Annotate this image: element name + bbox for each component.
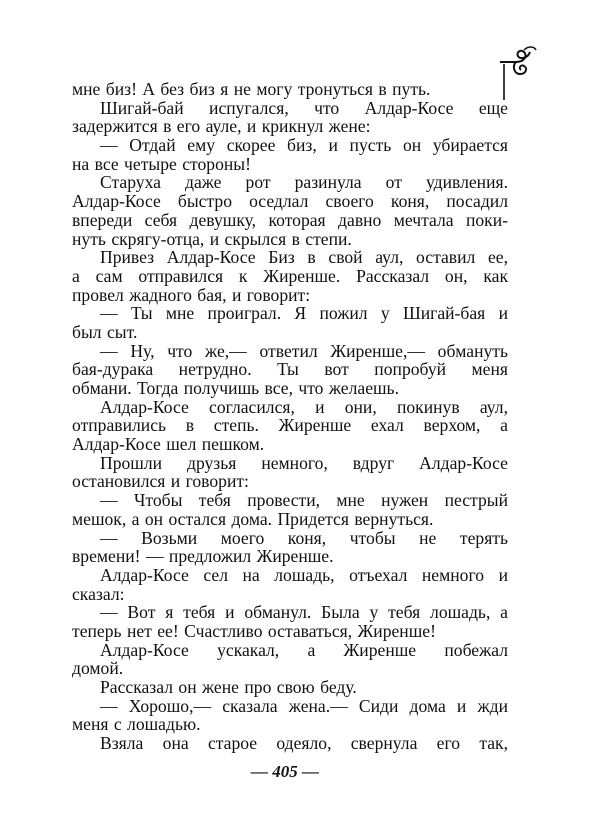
text-line: Старуха даже рот разинула от удивления. [100,172,508,193]
text-line: Рассказал он жене про свою беду. [100,677,357,697]
page-body-text [72,80,508,753]
text-line: Алдар-Косе сел на лошадь, отъехал немного и [100,564,508,585]
text-line: был сыт. [72,321,138,342]
text-line: — Вот я тебя и обманул. Была у тебя лошадь, а [100,602,508,623]
text-line: задержится в его ауле, и крикнул жене: [72,116,371,137]
text-line: — Отдай ему скорее биз, и пусть он убирается [100,135,508,156]
text-line: мешок, а он остался дома. Придется вернуться. [72,508,434,529]
page-number: — 405 — [251,762,319,781]
text-line: обмани. Тогда получишь все, что желаешь. [72,378,399,398]
text-line: — Хорошо,— сказала жена.— Сиди дома и жди [100,695,508,716]
text-line: Алдар-Косе согласился, и они, покинув аул, [100,396,508,417]
text-line: меня с лошадью. [72,714,201,735]
text-line: отправились в степь. Жиренше ехал верхом, а [72,415,508,436]
text-line: Прошли друзья немного, вдруг Алдар-Косе [100,452,508,473]
text-line: времени! — предложил Жиренше. [72,546,334,567]
text-line: теперь нет ее! Счастливо оставаться, Жиренше! [72,620,436,641]
text-line: Взяла она старое одеяло, свернула его так, [100,733,508,754]
text-line: нуть скрягу-отца, и скрылся в степи. [72,228,352,249]
text-line: мне биз! А без биз я не могу тронуться в путь. [72,79,431,99]
text-line: а сам отправился к Жиренше. Рассказал он, как [72,265,508,286]
text-line: остановился и говорит: [72,471,249,492]
text-line: Алдар-Косе ускакал, а Жиренше побежал [100,639,508,660]
text-line: — Ты мне проиграл. Я пожил у Шигай-бая и [100,303,508,324]
text-line: Алдар-Косе быстро оседлал своего коня, посадил [72,191,508,212]
text-line: бая-дурака нетрудно. Ты вот попробуй меня [72,359,508,380]
text-line: — Ну, что же,— ответил Жиренше,— обмануть [100,340,508,361]
text-line: Шигай-бай испугался, что Алдар-Косе еще [100,97,508,118]
text-line: — Чтобы тебя провести, мне нужен пестрый [100,490,508,511]
text-line: на все четыре стороны! [72,153,251,174]
text-line: Привез Алдар-Косе Биз в свой аул, оставил ее, [100,247,508,268]
text-line: провел жадного бая, и говорит: [72,284,311,305]
text-line: — Возьми моего коня, чтобы не терять [100,527,508,548]
text-line: Алдар-Косе шел пешком. [72,434,265,455]
text-line: сказал: [72,583,125,604]
text-line: впереди себя девушку, которая давно мечтала поки- [72,209,508,230]
text-line: домой. [72,658,124,679]
